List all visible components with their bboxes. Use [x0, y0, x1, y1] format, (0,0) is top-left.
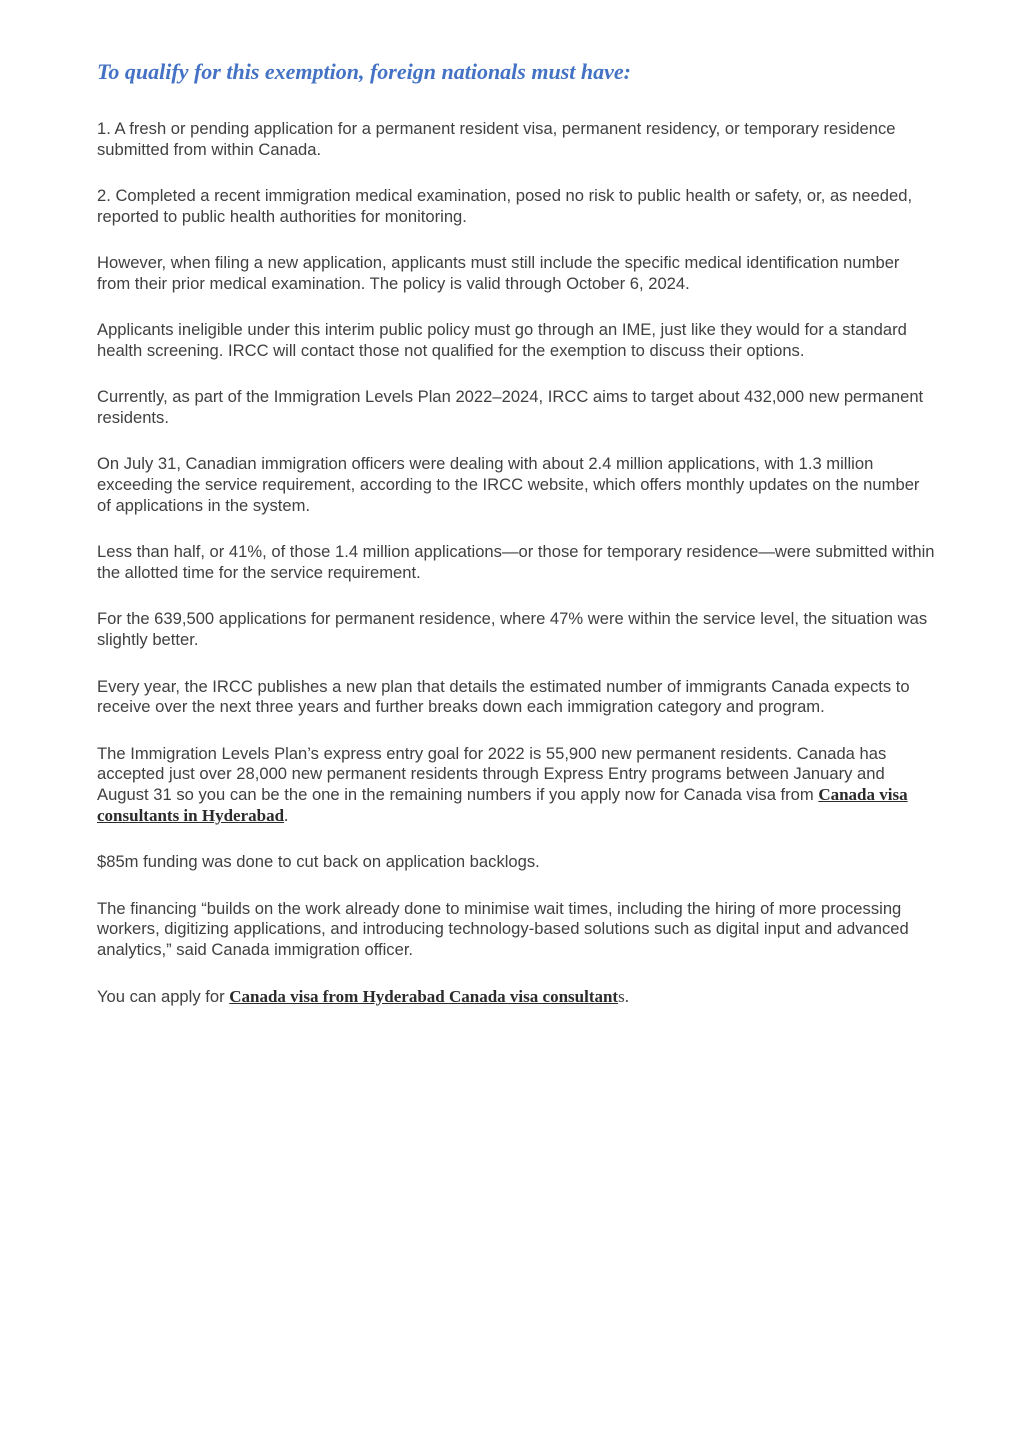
- canada-visa-consultants-link[interactable]: Canada visa consultants in Hyderabad: [97, 785, 908, 826]
- section-heading: To qualify for this exemption, foreign nationals must have:: [97, 59, 631, 84]
- document-page: [97, 56, 937, 1033]
- express-entry-text: The Immigration Levels Plan’s express entry goal for 2022 is 55,900 new permanent residents. Canada has accepted just over 28,000 new permanent residents through Express Entry programs between January and August 31 so you can be the one in the remaining numbers if you apply now for Canada visa from: [97, 743, 887, 805]
- closing-text: You can apply for: [97, 986, 230, 1006]
- paragraph-closing: [97, 987, 937, 1008]
- paragraph-annual-plan: Every year, the IRCC publishes a new plan that details the estimated number of immigrants Canada expects to receive over the next three years and further breaks down each immigration category and program.: [97, 676, 910, 717]
- paragraph-financing-quote: The financing “builds on the work already done to minimise wait times, including the hiring of more processing workers, digitizing applications, and introducing technology-based solutions such as digital input and advanced analytics,” said Canada immigration officer.: [97, 898, 909, 960]
- express-entry-period: .: [284, 806, 289, 826]
- paragraph-medical-id: However, when filing a new application, applicants must still include the specific medical identification number from their prior medical examination. The policy is valid through October 6, 2024.: [97, 253, 900, 293]
- paragraph-express-entry: [97, 744, 937, 827]
- paragraph-levels-plan: Currently, as part of the Immigration Levels Plan 2022–2024, IRCC aims to target about 432,000 new permanent residents.: [97, 387, 924, 428]
- closing-suffix: s.: [618, 986, 629, 1006]
- paragraph-requirement-2: 2. Completed a recent immigration medical examination, posed no risk to public health or safety, or, as needed, reported to public health authorities for monitoring.: [97, 186, 913, 226]
- hyderabad-consultant-link[interactable]: Canada visa from Hyderabad Canada visa consultant: [229, 986, 619, 1006]
- paragraph-temporary-residence: Less than half, or 41%, of those 1.4 million applications—or those for temporary residence—were submitted within the allotted time for the service requirement.: [97, 542, 935, 583]
- paragraph-funding: $85m funding was done to cut back on application backlogs.: [97, 852, 540, 872]
- paragraph-requirement-1: 1. A fresh or pending application for a permanent resident visa, permanent residency, or temporary residence submitted from within Canada.: [97, 119, 896, 159]
- paragraph-ineligible: Applicants ineligible under this interim public policy must go through an IME, just like they would for a standard health screening. IRCC will contact those not qualified for the exemption to discuss their options.: [97, 320, 907, 361]
- paragraph-july-backlog: On July 31, Canadian immigration officers were dealing with about 2.4 million applications, with 1.3 million exceeding the service requirement, according to the IRCC website, which offers monthly updates on the number of applications in the system.: [97, 454, 920, 516]
- paragraph-permanent-residence: For the 639,500 applications for permanent residence, where 47% were within the service level, the situation was slightly better.: [97, 609, 928, 650]
